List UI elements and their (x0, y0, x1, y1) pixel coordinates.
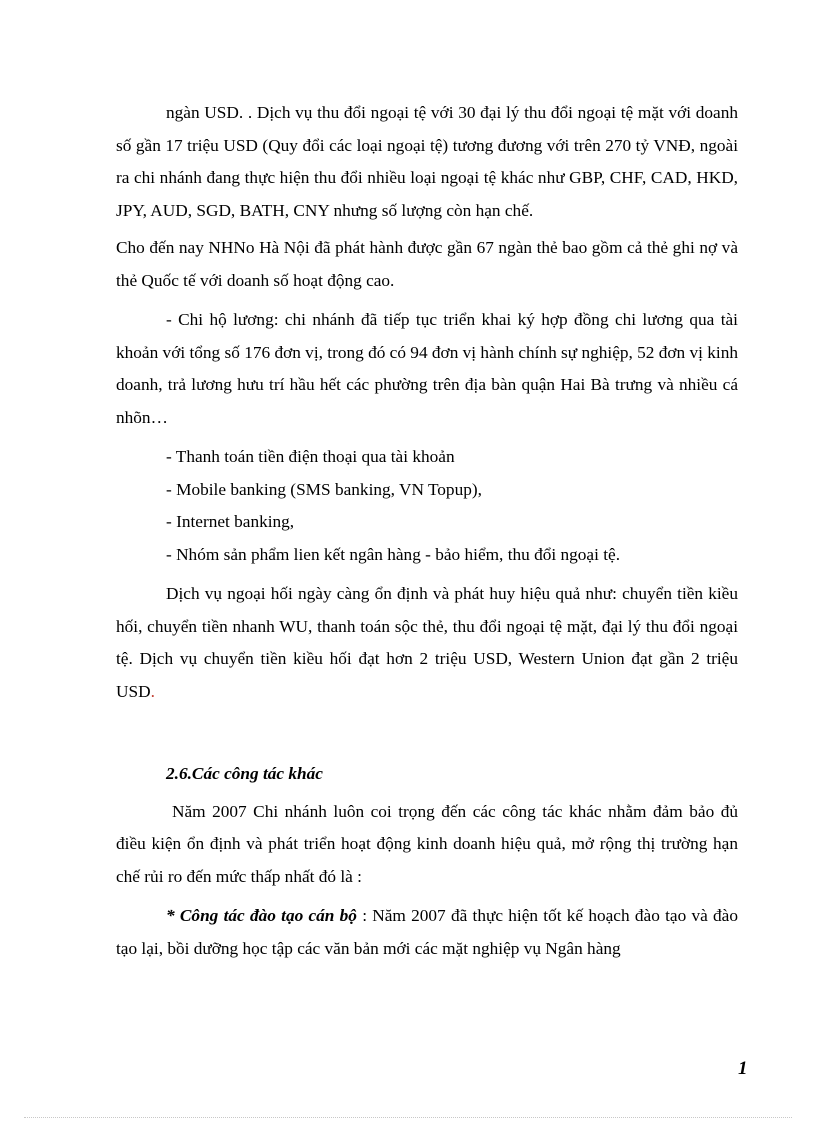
staff-training-lead: * Công tác đào tạo cán bộ (166, 906, 357, 925)
page-number: 1 (738, 1058, 748, 1079)
paragraph-staff-training (116, 900, 738, 965)
staff-training-text: : Năm 2007 đã thực hiện tốt kế hoạch đào tạo và đào tạo lại, bồi dưỡng học tập các văn bản mới các mặt nghiệp vụ Ngân hàng (116, 906, 738, 958)
paragraph-payroll: - Chi hộ lương: chi nhánh đã tiếp tục triển khai ký hợp đồng chi lương qua tài khoản với tổng số 176 đơn vị, trong đó có 94 đơn vị hành chính sự nghiệp, 52 đơn vị kinh doanh, trả lương hưu trí hầu hết các phường trên địa bàn quận Hai Bà trưng và nhiều cá nhõn… (116, 310, 738, 427)
page-body (116, 97, 738, 965)
paragraph-foreign-exchange: ngàn USD. . Dịch vụ thu đổi ngoại tệ với 30 đại lý thu đổi ngoại tệ mặt với doanh số gần 17 triệu USD (Quy đổi các loại ngoại tệ) tương đương với trên 270 tỷ VNĐ, ngoài ra chi nhánh đang thực hiện thu đổi nhiều loại ngoại tệ khác như GBP, CHF, CAD, HKD, JPY, AUD, SGD, BATH, CNY nhưng số lượng còn hạn chế. (116, 103, 738, 220)
bullet-mobile-banking: - Mobile banking (SMS banking, VN Topup), (166, 479, 482, 499)
bullet-internet-banking: - Internet banking, (166, 512, 295, 531)
section-heading: 2.6.Các công tác khác (166, 764, 323, 783)
paragraph-card-issuance: Cho đến nay NHNo Hà Nội đã phát hành được gần 67 ngàn thẻ bao gồm cả thẻ ghi nợ và thẻ Quốc tế với doanh số hoạt động cao. (116, 238, 738, 290)
bullet-bancassurance: - Nhóm sản phẩm lien kết ngân hàng - bảo hiểm, thu đổi ngoại tệ. (166, 544, 621, 564)
paragraph-forex-services (116, 578, 738, 708)
forex-services-text: Dịch vụ ngoại hối ngày càng ổn định và phát huy hiệu quả như: chuyển tiền kiều hối, chuyển tiền nhanh WU, thanh toán sộc thẻ, thu đổi ngoại tệ mặt, đại lý thu đổi ngoại tệ. Dịch vụ chuyển tiền kiều hối đạt hơn 2 triệu USD, Western Union đạt gần 2 triệu USD (116, 584, 738, 701)
bullet-phone-payment: - Thanh toán tiền điện thoại qua tài khoản (166, 447, 455, 466)
footer-divider (24, 1117, 792, 1118)
paragraph-other-activities: Năm 2007 Chi nhánh luôn coi trọng đến các công tác khác nhằm đảm bảo đủ điều kiện ổn định và phát triển hoạt động kinh doanh hiệu quả, mở rộng thị trường hạn chế rủi ro đến mức thấp nhất đó là : (116, 801, 738, 886)
forex-services-period: . (150, 681, 155, 701)
